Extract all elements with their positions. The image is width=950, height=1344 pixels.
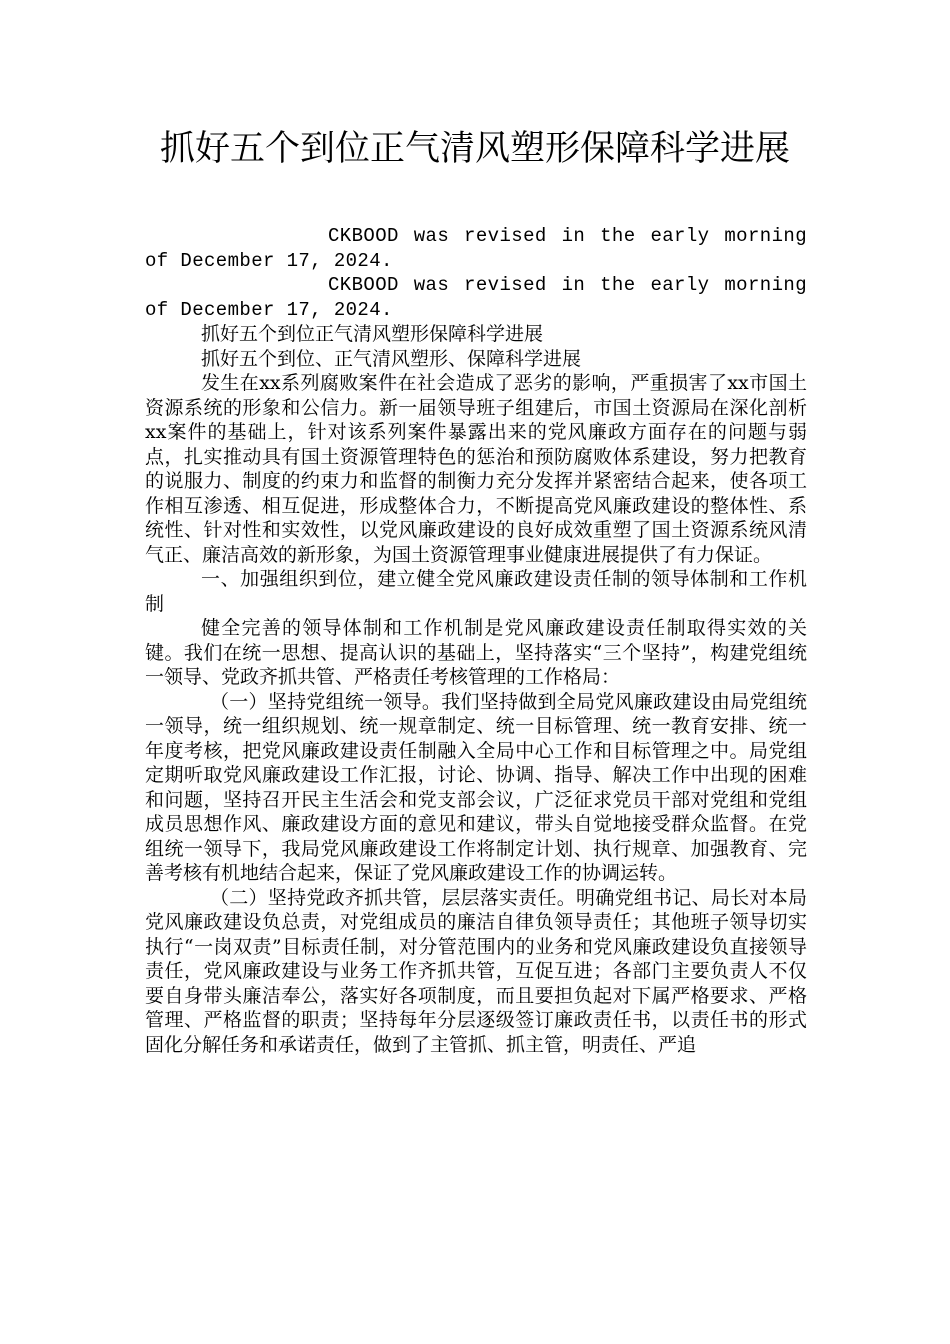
body-paragraph: 发生在xx系列腐败案件在社会造成了恶劣的影响，严重损害了xx市国土资源系统的形象和公信力。新一届领导班子组建后，市国土资源局在深化剖析xx案件的基础上，针对该系列案件暴露出来的党风廉政方面存在的问题与弱点，扎实推动具有国土资源管理特色的惩治和预防腐败体系建设，努力把教育的说服力、制度的约束力和监督的制衡力充分发挥并紧密结合起来，使各项工作相互渗透、相互促进，形成整体合力，不断提高党风廉政建设的整体性、系统性、针对性和实效性，以党风廉政建设的良好成效重塑了国土资源系统风清气正、廉洁高效的新形象，为国土资源管理事业健康进展提供了有力保证。 — [145, 372, 807, 566]
revision-note: CKBOOD was revised in the early morning of December 17, 2024. — [145, 225, 807, 272]
body-paragraph: 抓好五个到位正气清风塑形保障科学进展 — [201, 323, 544, 345]
document-title: 抓好五个到位正气清风塑形保障科学进展 — [159, 129, 790, 169]
body-paragraph: （二）坚持党政齐抓共管，层层落实责任。明确党组书记、局长对本局党风廉政建设负总责，对党组成员的廉洁自律负领导责任；其他班子领导切实执行“一岗双责”目标责任制，对分管范围内的业务和党风廉政建设负直接领导责任，党风廉政建设与业务工作齐抓共管，互促互进；各部门主要负责人不仅要自身带头廉洁奉公，落实好各项制度，而且要担负起对下属严格要求、严格管理、严格监督的职责；坚持每年分层逐级签订廉政责任书，以责任书的形式固化分解任务和承诺责任，做到了主管抓、抓主管，明责任、严追 — [145, 886, 807, 1056]
revision-note: CKBOOD was revised in the early morning of December 17, 2024. — [145, 274, 807, 321]
section-heading: 一、加强组织到位，建立健全党风廉政建设责任制的领导体制和工作机制 — [145, 568, 807, 615]
body-paragraph: 健全完善的领导体制和工作机制是党风廉政建设责任制取得实效的关键。我们在统一思想、提高认识的基础上，坚持落实“三个坚持”，构建党组统一领导、党政齐抓共管、严格责任考核管理的工作格局： — [145, 617, 807, 688]
document-body — [145, 224, 807, 1057]
body-paragraph: （一）坚持党组统一领导。我们坚持做到全局党风廉政建设由局党组统一领导，统一组织规划、统一规章制定、统一目标管理、统一教育安排、统一年度考核，把党风廉政建设责任制融入全局中心工作和目标管理之中。局党组定期听取党风廉政建设工作汇报，讨论、协调、指导、解决工作中出现的困难和问题，坚持召开民主生活会和党支部会议，广泛征求党员干部对党组和党组成员思想作风、廉政建设方面的意见和建议，带头自觉地接受群众监督。在党组统一领导下，我局党风廉政建设工作将制定计划、执行规章、加强教育、完善考核有机地结合起来，保证了党风廉政建设工作的协调运转。 — [145, 690, 807, 884]
body-paragraph: 抓好五个到位、正气清风塑形、保障科学进展 — [201, 347, 582, 370]
